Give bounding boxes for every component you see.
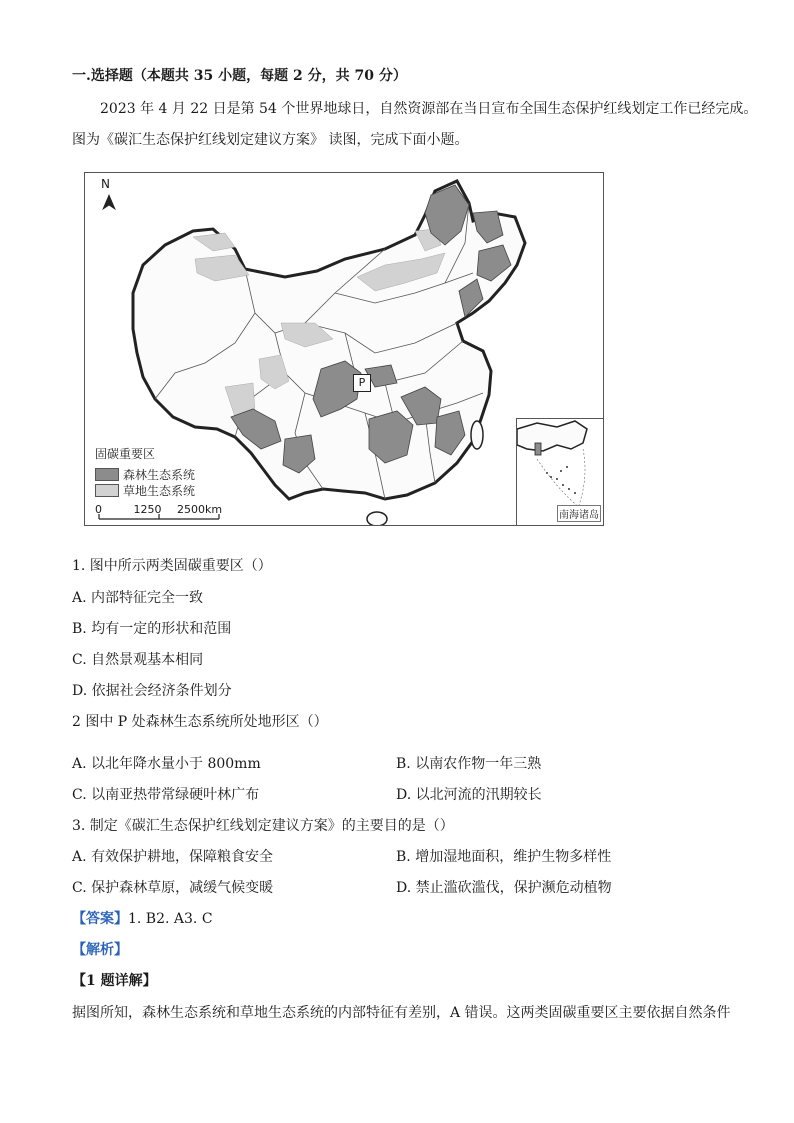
question-3-option-a[interactable]: A. 有效保护耕地，保障粮食安全 [72,849,274,865]
scale-label-2: 2500km [177,503,223,516]
china-carbon-map [84,172,604,526]
answer-line [72,909,213,929]
legend-grass-label: 草地生态系统 [123,483,196,498]
question-3-option-b[interactable]: B. 增加湿地面积，维护生物多样性 [396,849,612,865]
question-2-option-c[interactable]: C. 以南亚热带常绿硬叶林广布 [72,787,260,803]
inset-label: 南海诸岛 [557,505,601,522]
answer-text: 1. B2. A3. C [128,911,213,927]
south-china-sea-inset [516,418,603,525]
legend-forest-row [95,466,195,482]
question-2-option-a[interactable]: A. 以北年降水量小于 800mm [72,756,261,772]
legend-title: 固碳重要区 [95,447,156,461]
analysis-line [72,940,128,960]
section-header: 一.选择题（本题共 35 小题，每题 2 分，共 70 分） [72,68,407,84]
detail-text: 据图所知，森林生态系统和草地生态系统的内部特征有差别，A 错误。这两类固碳重要区主要依据自然条件 [72,1005,731,1021]
detail-tag: 【1 题详解】 [72,973,157,989]
question-3-option-d[interactable]: D. 禁止滥砍滥伐，保护濒危动植物 [396,880,612,896]
taiwan [471,421,483,449]
scale-label-1: 1250 [133,503,162,516]
question-1-stem: 1. 图中所示两类固碳重要区（） [72,558,272,574]
scale-labels [95,503,222,516]
scale-label-0: 0 [95,503,102,516]
intro-line-2: 图为《碳汇生态保护红线划定建议方案》 读图，完成下面小题。 [72,132,469,148]
question-2-stem: 2 图中 P 处森林生态系统所处地形区（） [72,714,328,730]
question-1-option-d[interactable]: D. 依据社会经济条件划分 [72,683,232,699]
question-1-option-b[interactable]: B. 均有一定的形状和范围 [72,621,232,637]
question-3-option-c[interactable]: C. 保护森林草原，减缓气候变暖 [72,880,274,896]
map-legend [95,445,195,498]
hainan [367,512,387,526]
answer-tag: 【答案】 [72,911,128,927]
question-1-option-c[interactable]: C. 自然景观基本相同 [72,652,204,668]
p-location-label: P [353,374,371,392]
question-2-option-b[interactable]: B. 以南农作物一年三熟 [396,756,542,772]
analysis-tag: 【解析】 [72,942,128,958]
north-arrow [103,195,115,209]
question-1-option-a[interactable]: A. 内部特征完全一致 [72,590,204,606]
intro-line-1: 2023 年 4 月 22 日是第 54 个世界地球日，自然资源部在当日宣布全国生态保护红线划定工作已经完成。 [100,101,758,117]
question-2-option-d[interactable]: D. 以北河流的汛期较长 [396,787,542,803]
legend-forest-swatch [95,468,119,481]
north-label: N [101,177,110,191]
legend-grass-row [95,482,195,498]
question-3-stem: 3. 制定《碳汇生态保护红线划定建议方案》的主要目的是（） [72,818,454,834]
legend-grass-swatch [95,484,119,497]
legend-forest-label: 森林生态系统 [123,467,196,482]
